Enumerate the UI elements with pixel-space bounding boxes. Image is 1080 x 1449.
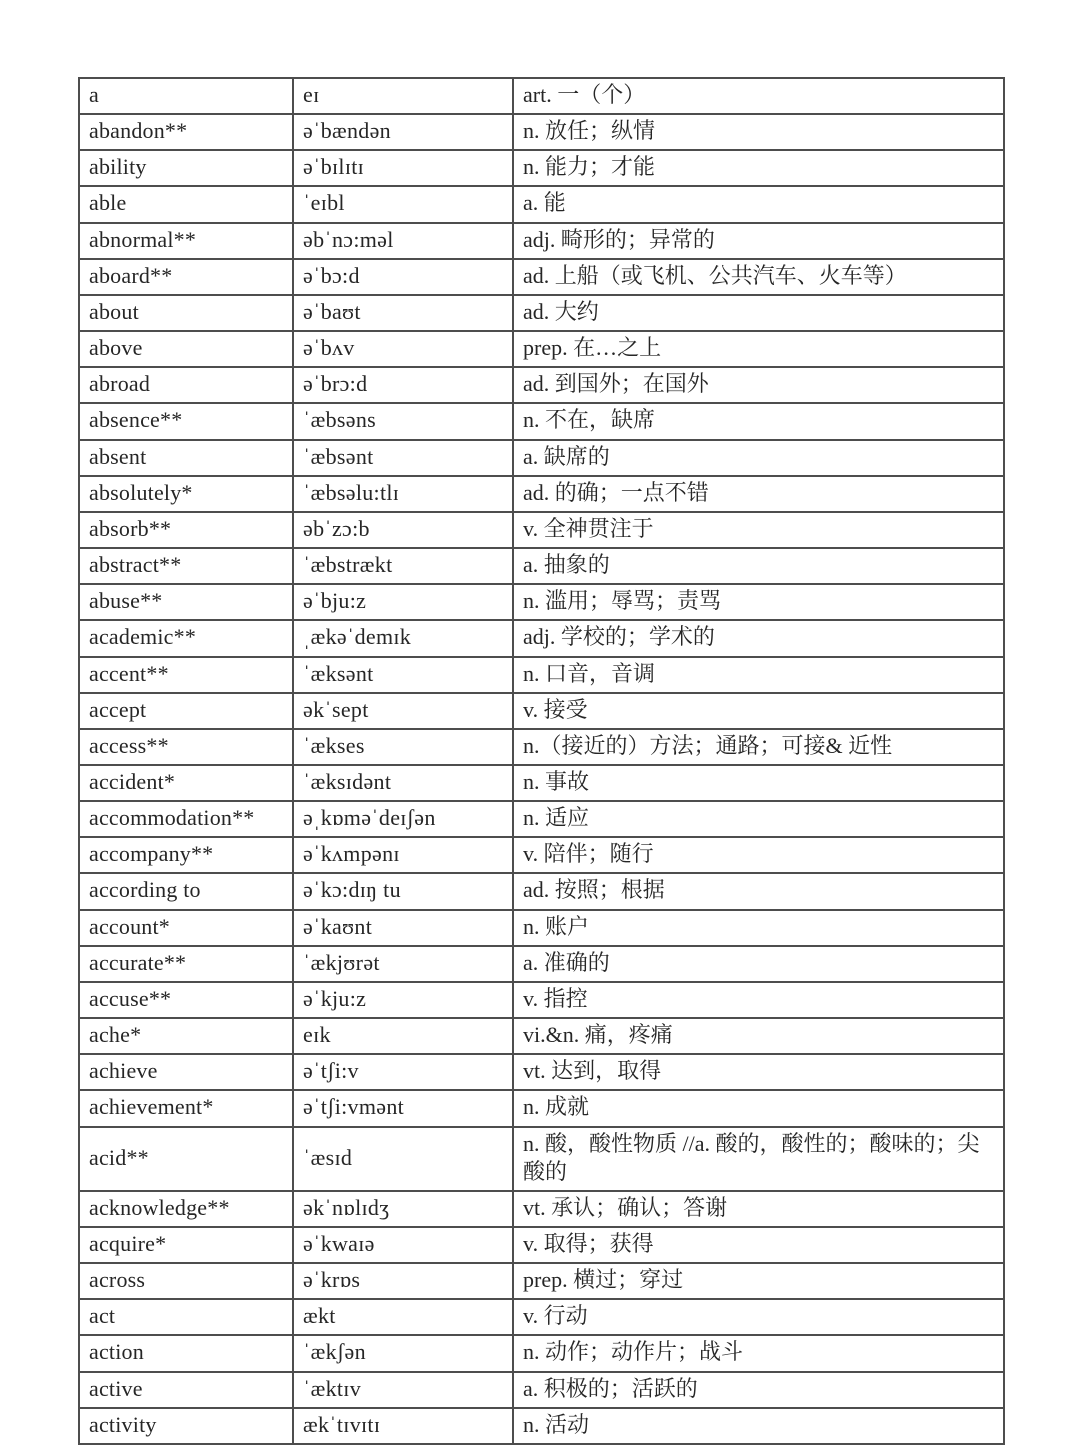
definition-cell: n. 放任；纵情 [513,114,1004,150]
definition-cell: ad. 大约 [513,295,1004,331]
phonetic-cell: əbˈnɔ:məl [293,223,513,259]
phonetic-cell: ækt [293,1299,513,1335]
phonetic-cell: əkˈsept [293,693,513,729]
word-cell: act [79,1299,293,1335]
definition-cell: ad. 上船（或飞机、公共汽车、火车等） [513,259,1004,295]
definition-cell: prep. 横过；穿过 [513,1263,1004,1299]
word-cell: achievement* [79,1090,293,1126]
word-cell: a [79,78,293,114]
table-row [79,295,1004,331]
table-row [79,1408,1004,1444]
word-cell: absent [79,440,293,476]
table-row [79,78,1004,114]
table-row [79,801,1004,837]
table-row [79,1263,1004,1299]
definition-cell: n. 适应 [513,801,1004,837]
phonetic-cell: əˈtʃi:v [293,1054,513,1090]
word-cell: acid** [79,1127,293,1191]
table-row [79,548,1004,584]
table-row [79,259,1004,295]
phonetic-cell: ˈæbsənt [293,440,513,476]
phonetic-cell: ˌækəˈdemɪk [293,620,513,656]
word-cell: absolutely* [79,476,293,512]
phonetic-cell: əˈbɔ:d [293,259,513,295]
word-cell: acknowledge** [79,1191,293,1227]
definition-cell: a. 抽象的 [513,548,1004,584]
definition-cell: v. 指控 [513,982,1004,1018]
table-row [79,1335,1004,1371]
definition-cell: n. 事故 [513,765,1004,801]
table-row [79,440,1004,476]
definition-cell: a. 能 [513,186,1004,222]
phonetic-cell: əˈkju:z [293,982,513,1018]
table-row [79,1191,1004,1227]
phonetic-cell: əˈkɔ:dɪŋ tu [293,873,513,909]
table-row [79,150,1004,186]
phonetic-cell: əˌkɒməˈdeɪʃən [293,801,513,837]
word-cell: abuse** [79,584,293,620]
word-cell: aboard** [79,259,293,295]
table-row [79,1299,1004,1335]
phonetic-cell: ˈæbstrækt [293,548,513,584]
phonetic-cell: əˈbʌv [293,331,513,367]
table-row [79,1227,1004,1263]
definition-cell: a. 准确的 [513,946,1004,982]
definition-cell: art. 一（个） [513,78,1004,114]
word-cell: across [79,1263,293,1299]
table-row [79,114,1004,150]
word-cell: accident* [79,765,293,801]
word-cell: accompany** [79,837,293,873]
phonetic-cell: ˈækjʊrət [293,946,513,982]
word-cell: abstract** [79,548,293,584]
definition-cell: n. 活动 [513,1408,1004,1444]
table-row [79,512,1004,548]
table-row [79,186,1004,222]
word-cell: ability [79,150,293,186]
definition-cell: ad. 到国外；在国外 [513,367,1004,403]
table-row [79,910,1004,946]
word-cell: above [79,331,293,367]
table-row [79,367,1004,403]
word-cell: ache* [79,1018,293,1054]
table-row [79,693,1004,729]
word-cell: accurate** [79,946,293,982]
word-cell: abandon** [79,114,293,150]
definition-cell: n. 能力；才能 [513,150,1004,186]
definition-cell: vt. 承认；确认；答谢 [513,1191,1004,1227]
definition-cell: v. 行动 [513,1299,1004,1335]
phonetic-cell: ˈæsɪd [293,1127,513,1191]
definition-cell: vt. 达到，取得 [513,1054,1004,1090]
definition-cell: a. 积极的；活跃的 [513,1372,1004,1408]
definition-cell: v. 取得；获得 [513,1227,1004,1263]
phonetic-cell: ˈækses [293,729,513,765]
word-cell: acquire* [79,1227,293,1263]
word-cell: able [79,186,293,222]
word-cell: account* [79,910,293,946]
word-cell: action [79,1335,293,1371]
definition-cell: vi.&n. 痛，疼痛 [513,1018,1004,1054]
definition-cell: ad. 按照；根据 [513,873,1004,909]
phonetic-cell: əˈbrɔ:d [293,367,513,403]
phonetic-cell: ˈæksɪdənt [293,765,513,801]
table-row [79,223,1004,259]
table-row [79,765,1004,801]
table-row [79,476,1004,512]
table-row [79,584,1004,620]
word-cell: accept [79,693,293,729]
phonetic-cell: ˈæksənt [293,657,513,693]
table-row [79,657,1004,693]
table-row [79,946,1004,982]
word-cell: about [79,295,293,331]
phonetic-cell: əˈkaʊnt [293,910,513,946]
word-cell: academic** [79,620,293,656]
table-row [79,729,1004,765]
definition-cell: n. 口音，音调 [513,657,1004,693]
definition-cell: n.（接近的）方法；通路；可接& 近性 [513,729,1004,765]
phonetic-cell: əˈkwaɪə [293,1227,513,1263]
phonetic-cell: əˈtʃi:vmənt [293,1090,513,1126]
table-row [79,403,1004,439]
table-row [79,1090,1004,1126]
definition-cell: n. 不在，缺席 [513,403,1004,439]
definition-cell: a. 缺席的 [513,440,1004,476]
table-row [79,982,1004,1018]
phonetic-cell: ˈækʃən [293,1335,513,1371]
word-cell: achieve [79,1054,293,1090]
table-row [79,837,1004,873]
definition-cell: n. 酸，酸性物质 //a. 酸的，酸性的；酸味的；尖酸的 [513,1127,1004,1191]
table-row [79,331,1004,367]
definition-cell: v. 陪伴；随行 [513,837,1004,873]
definition-cell: adj. 学校的；学术的 [513,620,1004,656]
word-cell: abroad [79,367,293,403]
definition-cell: n. 成就 [513,1090,1004,1126]
phonetic-cell: ˈæbsəlu:tlɪ [293,476,513,512]
vocab-body [79,78,1004,1444]
phonetic-cell: əˈbaʊt [293,295,513,331]
definition-cell: n. 动作；动作片；战斗 [513,1335,1004,1371]
definition-cell: v. 全神贯注于 [513,512,1004,548]
phonetic-cell: əˈbɪlɪtɪ [293,150,513,186]
phonetic-cell: əkˈnɒlɪdʒ [293,1191,513,1227]
word-cell: accommodation** [79,801,293,837]
phonetic-cell: əˈbændən [293,114,513,150]
definition-cell: n. 账户 [513,910,1004,946]
table-row [79,1018,1004,1054]
table-row [79,873,1004,909]
phonetic-cell: əˈbju:z [293,584,513,620]
word-cell: absence** [79,403,293,439]
phonetic-cell: əˈkrɒs [293,1263,513,1299]
phonetic-cell: ˈeɪbl [293,186,513,222]
phonetic-cell: ækˈtɪvɪtɪ [293,1408,513,1444]
word-cell: accent** [79,657,293,693]
word-cell: abnormal** [79,223,293,259]
definition-cell: prep. 在…之上 [513,331,1004,367]
definition-cell: adj. 畸形的；异常的 [513,223,1004,259]
table-row [79,1127,1004,1191]
word-cell: activity [79,1408,293,1444]
word-cell: according to [79,873,293,909]
phonetic-cell: ˈæktɪv [293,1372,513,1408]
phonetic-cell: ˈæbsəns [293,403,513,439]
definition-cell: n. 滥用；辱骂；责骂 [513,584,1004,620]
word-cell: access** [79,729,293,765]
table-row [79,1054,1004,1090]
phonetic-cell: eɪ [293,78,513,114]
phonetic-cell: əˈkʌmpənɪ [293,837,513,873]
table-row [79,1372,1004,1408]
phonetic-cell: eɪk [293,1018,513,1054]
word-cell: active [79,1372,293,1408]
word-cell: accuse** [79,982,293,1018]
word-cell: absorb** [79,512,293,548]
vocabulary-table [78,77,1005,1445]
phonetic-cell: əbˈzɔ:b [293,512,513,548]
definition-cell: v. 接受 [513,693,1004,729]
table-row [79,620,1004,656]
definition-cell: ad. 的确；一点不错 [513,476,1004,512]
